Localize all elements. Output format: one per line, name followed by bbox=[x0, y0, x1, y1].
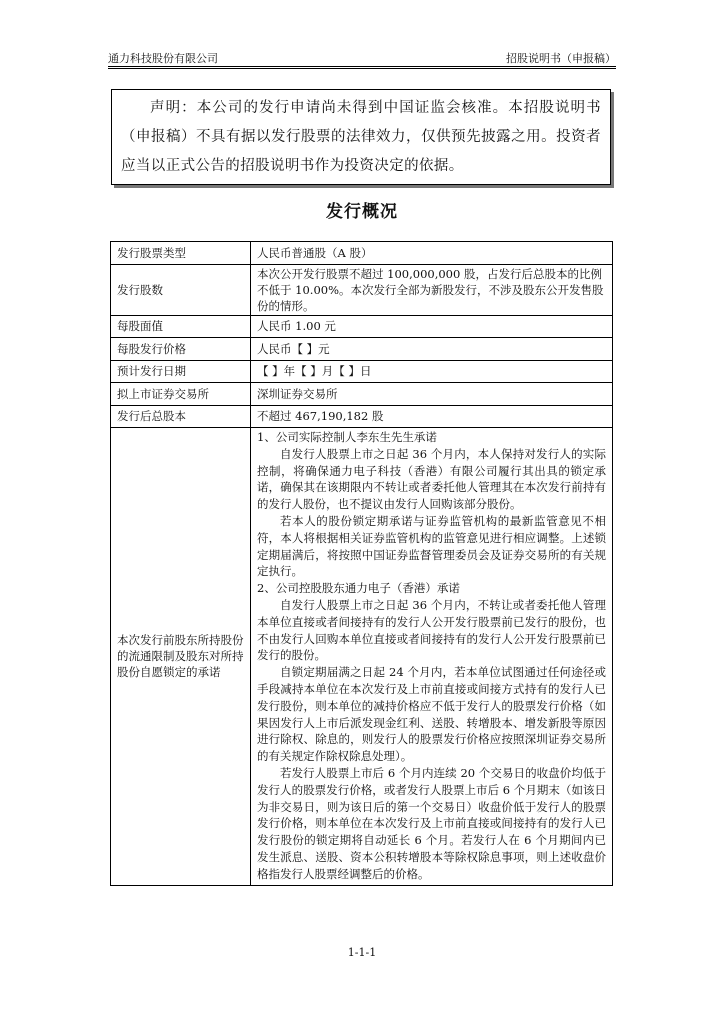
header-company: 通力科技股份有限公司 bbox=[108, 52, 218, 65]
row-value: 本次公开发行股票不超过 100,000,000 股，占发行后总股本的比例不低于 10.00%。本次发行全部为新股发行，不涉及股东公开发售股份的情形。 bbox=[251, 264, 613, 315]
issuance-summary-table bbox=[110, 241, 613, 886]
table-row bbox=[111, 383, 613, 406]
row-label: 预计发行日期 bbox=[111, 360, 251, 383]
row-value: 人民币【 】元 bbox=[251, 338, 613, 361]
header-document-name: 招股说明书（申报稿） bbox=[506, 52, 616, 65]
table-row bbox=[111, 315, 613, 338]
row-label: 拟上市证券交易所 bbox=[111, 383, 251, 406]
row-label: 发行股数 bbox=[111, 264, 251, 315]
table-row bbox=[111, 264, 613, 315]
row-value: 人民币 1.00 元 bbox=[251, 315, 613, 338]
table-row bbox=[111, 338, 613, 361]
row-label: 每股发行价格 bbox=[111, 338, 251, 361]
header-rule-double bbox=[108, 68, 616, 69]
commitment-heading-2: 2、公司控股股东通力电子（香港）承诺 bbox=[257, 581, 460, 596]
table-row bbox=[111, 405, 613, 428]
table-row bbox=[111, 360, 613, 383]
header-rule bbox=[108, 66, 616, 67]
row-value: 【 】年【 】月【 】日 bbox=[251, 360, 613, 383]
lockup-commitments bbox=[251, 428, 613, 886]
disclaimer-text: 声明：本公司的发行申请尚未得到中国证监会核准。本招股说明书（申报稿）不具有据以发行股票的法律效力，仅供预先披露之用。投资者应当以正式公告的招股说明书作为投资决定的依据。 bbox=[121, 100, 601, 174]
page-header bbox=[108, 50, 616, 66]
row-value: 深圳证券交易所 bbox=[251, 383, 613, 406]
row-label: 每股面值 bbox=[111, 315, 251, 338]
row-label: 本次发行前股东所持股份的流通限制及股东对所持股份自愿锁定的承诺 bbox=[111, 428, 251, 886]
commitment-paragraph: 自发行人股票上市之日起 36 个月内，不转让或者委托他人管理本单位直接或者间接持有的发行人公开发行股票前已发行的股份，也不由发行人回购本单位直接或者间接持有的发行人公开发行股票前已发行的股份。 bbox=[257, 597, 606, 663]
commitment-heading-1: 1、公司实际控制人李东生先生承诺 bbox=[257, 430, 437, 444]
commitment-paragraph: 若发行人股票上市后 6 个月内连续 20 个交易日的收盘价均低于发行人的股票发行价格，或者发行人股票上市后 6 个月期末（如该日为非交易日，则为该日后的第一个交易日）收盘价低于发行人的股票发行价格，则本单位在本次发行及上市前直接或间接持有的发行人已发行股份的锁定期将自动延长 6 个月。若发行人在 6 个月期间内已发生派息、送股、资本公积转增股本等除权除息事项，则上述收盘价格指发行人股票经调整后的价格。 bbox=[257, 765, 606, 881]
commitment-paragraph: 自发行人股票上市之日起 36 个月内，本人保持对发行人的实际控制，将确保通力电子科技（香港）有限公司履行其出具的锁定承诺，确保其在该期限内不转让或者委托他人管理其在本次发行前持有的发行人股份，也不提议由发行人回购该部分股份。 bbox=[257, 446, 606, 512]
row-label: 发行后总股本 bbox=[111, 405, 251, 428]
page-number: 1-1-1 bbox=[347, 946, 377, 959]
disclaimer-box bbox=[111, 89, 611, 185]
commitment-paragraph: 若本人的股份锁定期承诺与证券监管机构的最新监管意见不相符，本人将根据相关证券监管机构的监管意见进行相应调整。上述锁定期届满后，将按照中国证券监督管理委员会及证券交易所的有关规定执行。 bbox=[257, 513, 606, 579]
table-row bbox=[111, 428, 613, 886]
section-title: 发行概况 bbox=[326, 202, 398, 222]
commitment-paragraph: 自锁定期届满之日起 24 个月内，若本单位试图通过任何途径或手段减持本单位在本次发行及上市前直接或间接方式持有的发行人已发行股份，则本单位的减持价格应不低于发行人的股票发行价格（如果因发行人上市后派发现金红利、送股、转增股本、增发新股等原因进行除权、除息的，则发行人的股票发行价格应按照深圳证券交易所的有关规定作除权除息处理）。 bbox=[257, 665, 606, 764]
row-label: 发行股票类型 bbox=[111, 242, 251, 265]
row-value: 人民币普通股（A 股） bbox=[251, 242, 613, 265]
row-value: 不超过 467,190,182 股 bbox=[251, 405, 613, 428]
table-row bbox=[111, 242, 613, 265]
